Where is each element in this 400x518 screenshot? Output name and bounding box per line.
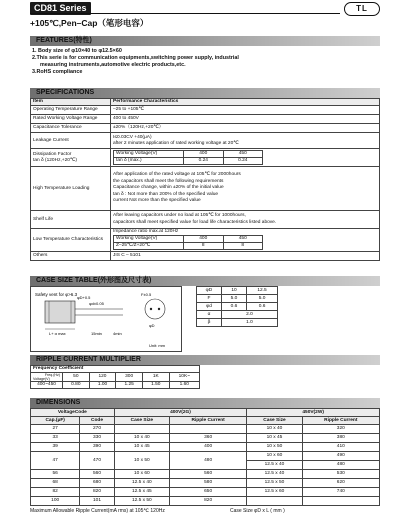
dim-header-case: Case Size	[247, 417, 302, 425]
spec-value: 400 to 450V	[111, 115, 380, 124]
dim-cell: 10 x 60	[114, 470, 169, 479]
table-row	[31, 497, 380, 506]
high-temp-line: tan δ : Not more than 200% of the specified value	[113, 191, 219, 197]
case-size-title: CASE SIZE TABLE(外形图及尺寸表)	[36, 277, 152, 284]
dim-cell: 410	[302, 443, 379, 452]
ripple-corner	[31, 373, 63, 382]
spec-label: Low Temperature Characteristics	[31, 229, 111, 252]
case-cell: 0.6	[247, 303, 278, 311]
case-size-footnote: Case Size φD x L ( mm )	[230, 508, 285, 514]
dim-cell: 82	[31, 488, 80, 497]
body-dia-label: φD+0.5	[77, 295, 91, 300]
dim-cell: 12.5 x 45	[114, 488, 169, 497]
lt-header: Working Voltage(V)	[114, 236, 184, 243]
dim-header-case: Case Size	[114, 417, 169, 425]
lead-min-label: 4min	[113, 331, 122, 336]
shelf-life-line: After leaving capacitors under no load at 105℃ for 1000hours,	[113, 212, 246, 218]
dissipation-label: Dissipation Factor	[33, 151, 72, 157]
case-cell: F	[197, 295, 222, 303]
vent-label: Safety vent for φ>6.3	[35, 292, 78, 297]
dim-cell: 480	[302, 461, 379, 470]
pitch-label: F±0.5	[141, 292, 152, 297]
dim-cell: 12.5 x 40	[247, 470, 302, 479]
ripple-bar	[30, 355, 380, 365]
spec-header-performance: Performance Characteristics	[111, 99, 380, 106]
ripple-value: 1.00	[89, 382, 116, 389]
dim-cell: 100	[31, 497, 80, 506]
ripple-row-label: 400~450	[31, 382, 63, 389]
dimensions-body	[31, 425, 380, 506]
dim-cell: 12.5 x 50	[247, 479, 302, 488]
dim-cell: 380	[302, 434, 379, 443]
table-row	[31, 479, 380, 488]
case-cell: φd	[197, 303, 222, 311]
case-cell: 0.6	[221, 303, 246, 311]
dim-cell: 33	[31, 434, 80, 443]
dim-cell	[114, 425, 169, 434]
ripple-freq: 1K	[142, 373, 169, 382]
dimensions-footnote	[30, 508, 380, 514]
dim-cell: 10 x 45	[114, 443, 169, 452]
dim-cell: 390	[80, 443, 114, 452]
spec-value: –25 to +105℃	[111, 106, 380, 115]
dim-cell: 47	[31, 452, 80, 470]
dim-cell: 10 x 40	[114, 434, 169, 443]
lt-label: Z–25℃/Z+20℃	[114, 243, 184, 250]
lead-dia-label: φd±0.05	[89, 301, 104, 306]
spec-header-item: Item	[31, 99, 111, 106]
spec-label: Rated Working Voltage Range	[31, 115, 111, 124]
dim-cell	[169, 425, 246, 434]
dim-cell: 360	[169, 434, 246, 443]
feature-item: 3.RoHS compliance	[32, 69, 83, 75]
shelf-life-line: capacitors shall meet specified value for load life characteristics listed above.	[113, 219, 277, 225]
case-cell: φD	[197, 287, 222, 295]
table-row	[31, 434, 380, 443]
dim-cell: 270	[80, 425, 114, 434]
ripple-value: 1.50	[142, 382, 169, 389]
high-temp-line: the capacitors shall meet the following requirements	[113, 178, 224, 184]
features-list	[32, 48, 377, 76]
case-size-bar	[30, 276, 380, 286]
spec-label: High Temperature Loading	[31, 167, 111, 211]
end-dia-label: φD	[149, 323, 155, 328]
spec-label: Operating Temperature Range	[31, 106, 111, 115]
lt-voltage: 400	[184, 236, 224, 243]
dim-cell: 740	[302, 488, 379, 497]
case-cell: β	[197, 319, 222, 327]
case-cell: 5.0	[221, 295, 246, 303]
dim-cell: 820	[169, 497, 246, 506]
freq-axis-label: Freq.(Hz)	[44, 373, 60, 377]
table-row	[31, 470, 380, 479]
dim-header-400v: 400V(2G)	[114, 409, 247, 417]
dim-cell	[247, 497, 302, 506]
dim-cell: 10 x 50	[114, 452, 169, 470]
dim-cell: 56	[31, 470, 80, 479]
ripple-value: 1.25	[116, 382, 143, 389]
ripple-freq: 120	[89, 373, 116, 382]
dim-cell: 470	[80, 452, 114, 470]
ripple-footnote: Maximum Allowable Ripple Current(mA rms) at 105℃ 120Hz	[30, 508, 165, 514]
df-label: tan δ (max.)	[114, 158, 184, 165]
spec-label: Shelf Life	[31, 211, 111, 229]
table-row	[31, 443, 380, 452]
ripple-subtitle: Frequency Coefficient	[31, 366, 200, 373]
dim-cell: 680	[80, 479, 114, 488]
lead-dot	[158, 308, 160, 310]
leakage-condition: after 2 minutes application of rated working voltage at 20℃	[113, 140, 239, 146]
dim-cell: 12.5 x 40	[114, 479, 169, 488]
features-bar	[30, 36, 380, 46]
dim-cell: 10 x 60	[247, 452, 302, 461]
case-cell: 12.5	[247, 287, 278, 295]
df-voltage: 450	[223, 151, 263, 158]
dim-header-code: Code	[80, 417, 114, 425]
spec-value	[111, 149, 380, 167]
dim-cell: 12.5 x 60	[247, 488, 302, 497]
table-row	[31, 488, 380, 497]
spec-value	[111, 211, 380, 229]
case-drawing	[30, 286, 182, 352]
capacitor-drawing	[31, 287, 183, 353]
voltage-axis-label: Voltage(V)	[33, 377, 50, 381]
capacitor-body-shape	[45, 301, 75, 323]
spec-value	[111, 133, 380, 149]
dim-cell: 10 x 50	[247, 443, 302, 452]
capacitor-end-view	[145, 299, 165, 319]
feature-item: 1. Body size of φ10×40 to φ12.5×60	[32, 48, 122, 54]
dim-cell: 560	[80, 470, 114, 479]
dissipation-sublabel: tan δ (120Hz,+20℃)	[33, 157, 77, 163]
features-title: FEATURES(特性)	[36, 37, 92, 44]
case-size-table	[196, 286, 278, 327]
dim-cell: 400	[169, 443, 246, 452]
dim-cell: 560	[169, 470, 246, 479]
spec-label	[31, 149, 111, 167]
spec-value	[111, 167, 380, 211]
feature-item: measuring instruments,automotive electric products,etc.	[40, 62, 186, 68]
dim-cell: 39	[31, 443, 80, 452]
dim-cell: 330	[80, 434, 114, 443]
high-temp-line: current Not more than the specified value	[113, 198, 201, 204]
dim-cell: 68	[31, 479, 80, 488]
case-cell: α	[197, 311, 222, 319]
ripple-table	[30, 365, 200, 389]
spec-value	[111, 229, 380, 252]
table-row	[31, 452, 380, 461]
df-header: Working Voltage(V)	[114, 151, 184, 158]
dim-header-450v: 450V(2W)	[247, 409, 380, 417]
leakage-formula: I≤0.03CV +40(μA)	[113, 134, 152, 140]
dim-cell: 10 x 40	[247, 425, 302, 434]
spec-label: Capacitance Tolerance	[31, 124, 111, 133]
dimensions-title: DIMENSIONS	[36, 399, 81, 406]
dim-cell: 820	[80, 488, 114, 497]
ripple-value: 1.60	[169, 382, 199, 389]
unit-label: Unit: mm	[149, 343, 165, 348]
specifications-table	[30, 98, 380, 261]
case-cell: 10	[221, 287, 246, 295]
dim-cell: 480	[169, 452, 246, 470]
dim-cell: 530	[302, 470, 379, 479]
dim-header-ripple: Ripple Current	[302, 417, 379, 425]
ripple-freq: 300	[116, 373, 143, 382]
lt-value: 8	[184, 243, 224, 250]
dim-cell: 490	[302, 452, 379, 461]
dimensions-bar	[30, 398, 380, 408]
series-subtitle: +105℃,Pen–Cap（笔形电容）	[30, 18, 149, 28]
lead-dot	[150, 308, 152, 310]
case-cell: 1.0	[221, 319, 277, 327]
dim-cell: 580	[169, 479, 246, 488]
series-title: CD81 Series	[30, 2, 91, 15]
dim-cell: 12.5 x 50	[114, 497, 169, 506]
dim-header-ripple: Ripple Current	[169, 417, 246, 425]
ripple-title: RIPPLE CURRENT MULTIPLIER	[36, 356, 141, 363]
dimensions-table	[30, 408, 380, 506]
spec-label: Leakage Current	[31, 133, 111, 149]
lt-voltage: 450	[223, 236, 263, 243]
table-row	[31, 425, 380, 434]
spec-label: Others	[31, 252, 111, 261]
dim-cell: 10 x 45	[247, 434, 302, 443]
dim-cell: 27	[31, 425, 80, 434]
ripple-freq: 50	[63, 373, 90, 382]
specifications-title: SPECIFICATIONS	[36, 89, 95, 96]
spec-value: ±20%（120Hz,+20℃）	[111, 124, 380, 133]
df-value: 0.24	[184, 158, 224, 165]
df-value: 0.24	[223, 158, 263, 165]
ripple-freq: 10K~	[169, 373, 199, 382]
dim-header-cap: Cap.(μF)	[31, 417, 80, 425]
dim-header-voltage-code: VoltageCode	[31, 409, 115, 417]
df-voltage: 400	[184, 151, 224, 158]
high-temp-line: After application of the rated voltage at 105℃ for 2000hours	[113, 172, 241, 178]
dim-cell: 12.5 x 40	[247, 461, 302, 470]
dim-cell: 320	[302, 425, 379, 434]
header	[30, 0, 380, 40]
lead-length-label: 15min	[91, 331, 102, 336]
case-cell: 5.0	[247, 295, 278, 303]
high-temp-line: Capacitance change, within ±20% of the initial value	[113, 185, 224, 191]
spec-value: JIS C – 5101	[111, 252, 380, 261]
dim-cell	[302, 497, 379, 506]
feature-item: 2.This serie is for communication equipments,switching power supply, industrial	[32, 55, 239, 61]
lt-value: 8	[223, 243, 263, 250]
impedance-ratio-label: Impedance ratio max.at 120Hz	[113, 229, 179, 234]
ripple-value: 0.80	[63, 382, 90, 389]
dim-cell: 650	[169, 488, 246, 497]
brand-logo: TL	[344, 2, 380, 16]
case-cell: 2.0	[221, 311, 277, 319]
specifications-bar	[30, 88, 380, 98]
dim-cell: 620	[302, 479, 379, 488]
dim-cell: 101	[80, 497, 114, 506]
length-label: L+ α max	[49, 331, 66, 336]
header-rule	[30, 13, 340, 14]
